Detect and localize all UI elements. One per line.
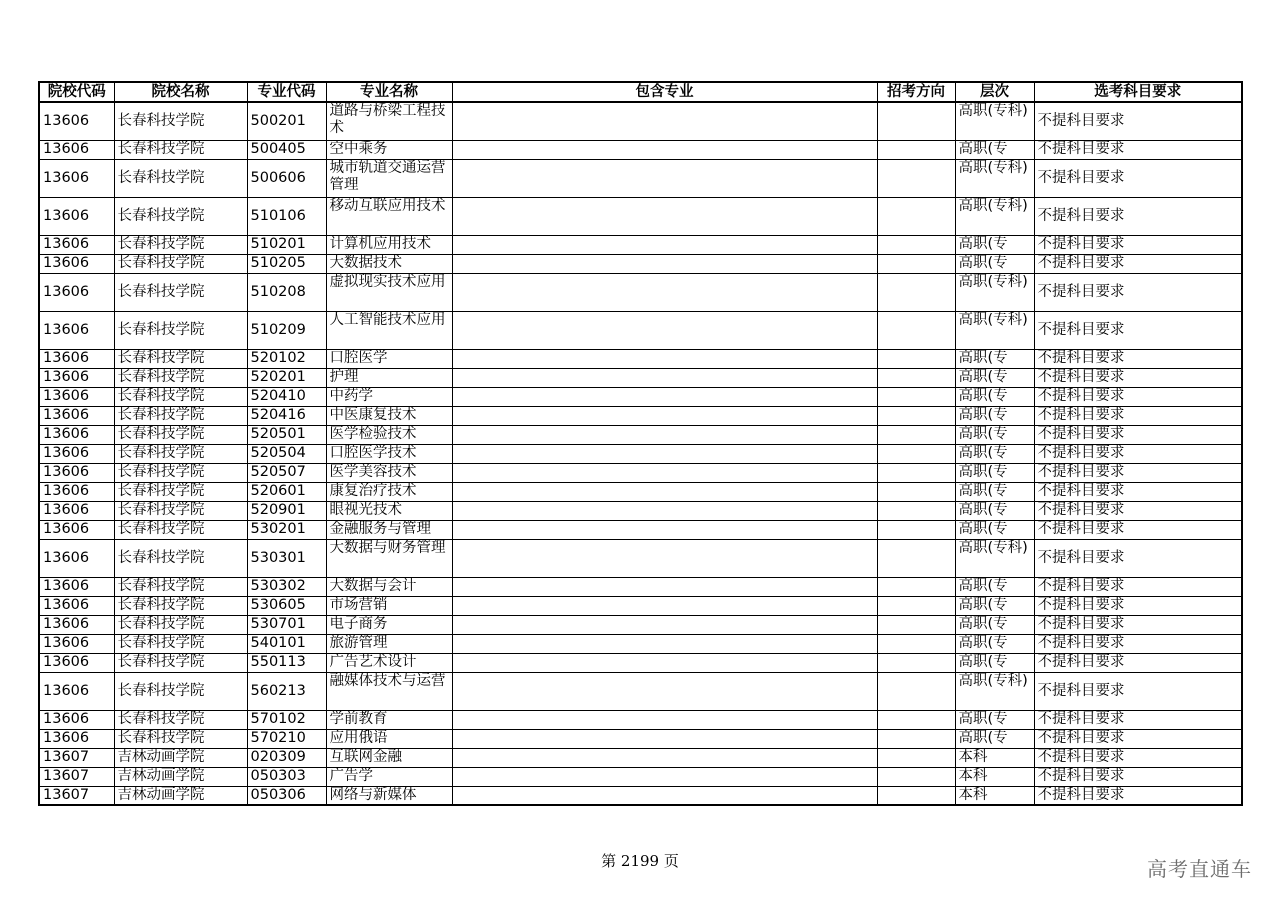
cell-major-name: 广告艺术设计 — [326, 653, 452, 672]
cell-level: 高职(专 — [955, 368, 1034, 387]
cell-school-name: 长春科技学院 — [114, 235, 247, 254]
cell-level: 高职(专 — [955, 615, 1034, 634]
table-row — [39, 102, 1242, 140]
cell-school-code: 13606 — [39, 311, 114, 349]
cell-major-code: 520601 — [247, 482, 326, 501]
cell-major-code: 510106 — [247, 197, 326, 235]
cell-included-majors — [452, 140, 877, 159]
cell-subject-requirement: 不提科目要求 — [1034, 349, 1242, 368]
cell-school-name: 长春科技学院 — [114, 387, 247, 406]
table-row — [39, 235, 1242, 254]
cell-major-name: 空中乘务 — [326, 140, 452, 159]
cell-included-majors — [452, 596, 877, 615]
cell-level: 高职(专 — [955, 254, 1034, 273]
cell-level: 高职(专 — [955, 387, 1034, 406]
table-row — [39, 710, 1242, 729]
cell-direction — [877, 786, 955, 805]
table-row — [39, 197, 1242, 235]
cell-included-majors — [452, 387, 877, 406]
cell-included-majors — [452, 729, 877, 748]
cell-major-code: 510209 — [247, 311, 326, 349]
cell-major-code: 530201 — [247, 520, 326, 539]
cell-included-majors — [452, 349, 877, 368]
cell-subject-requirement: 不提科目要求 — [1034, 596, 1242, 615]
cell-major-name: 大数据技术 — [326, 254, 452, 273]
cell-school-code: 13606 — [39, 520, 114, 539]
cell-school-code: 13606 — [39, 368, 114, 387]
cell-major-code: 050303 — [247, 767, 326, 786]
table-row — [39, 615, 1242, 634]
cell-school-code: 13606 — [39, 710, 114, 729]
cell-level: 高职(专 — [955, 577, 1034, 596]
cell-major-code: 530302 — [247, 577, 326, 596]
cell-school-code: 13606 — [39, 444, 114, 463]
cell-level: 本科 — [955, 767, 1034, 786]
cell-school-code: 13606 — [39, 159, 114, 197]
cell-major-code: 500405 — [247, 140, 326, 159]
cell-level: 高职(专 — [955, 653, 1034, 672]
cell-level: 高职(专科) — [955, 159, 1034, 197]
cell-school-name: 长春科技学院 — [114, 349, 247, 368]
cell-school-name: 长春科技学院 — [114, 615, 247, 634]
cell-level: 高职(专 — [955, 710, 1034, 729]
table-row — [39, 444, 1242, 463]
cell-school-code: 13606 — [39, 577, 114, 596]
cell-subject-requirement: 不提科目要求 — [1034, 577, 1242, 596]
cell-major-code: 520410 — [247, 387, 326, 406]
table-row — [39, 501, 1242, 520]
cell-major-name: 市场营销 — [326, 596, 452, 615]
cell-school-name: 长春科技学院 — [114, 539, 247, 577]
cell-included-majors — [452, 615, 877, 634]
cell-level: 高职(专 — [955, 501, 1034, 520]
cell-direction — [877, 672, 955, 710]
cell-direction — [877, 539, 955, 577]
cell-school-name: 长春科技学院 — [114, 140, 247, 159]
cell-school-code: 13606 — [39, 482, 114, 501]
cell-major-code: 500606 — [247, 159, 326, 197]
cell-major-name: 旅游管理 — [326, 634, 452, 653]
cell-level: 高职(专科) — [955, 102, 1034, 140]
cell-level: 高职(专 — [955, 235, 1034, 254]
cell-included-majors — [452, 311, 877, 349]
cell-school-name: 长春科技学院 — [114, 653, 247, 672]
cell-school-name: 长春科技学院 — [114, 368, 247, 387]
cell-subject-requirement: 不提科目要求 — [1034, 425, 1242, 444]
table-row — [39, 520, 1242, 539]
cell-direction — [877, 634, 955, 653]
cell-school-name: 长春科技学院 — [114, 710, 247, 729]
cell-level: 本科 — [955, 786, 1034, 805]
cell-direction — [877, 102, 955, 140]
cell-direction — [877, 729, 955, 748]
cell-included-majors — [452, 577, 877, 596]
table-row — [39, 786, 1242, 805]
table-row — [39, 349, 1242, 368]
cell-subject-requirement: 不提科目要求 — [1034, 140, 1242, 159]
table-row — [39, 254, 1242, 273]
cell-direction — [877, 254, 955, 273]
cell-included-majors — [452, 463, 877, 482]
cell-school-name: 长春科技学院 — [114, 254, 247, 273]
cell-direction — [877, 767, 955, 786]
cell-school-code: 13606 — [39, 539, 114, 577]
cell-level: 高职(专科) — [955, 311, 1034, 349]
table-body — [39, 102, 1242, 805]
cell-major-name: 移动互联应用技术 — [326, 197, 452, 235]
cell-school-name: 吉林动画学院 — [114, 786, 247, 805]
cell-level: 高职(专 — [955, 140, 1034, 159]
cell-major-name: 医学美容技术 — [326, 463, 452, 482]
cell-subject-requirement: 不提科目要求 — [1034, 387, 1242, 406]
cell-school-name: 长春科技学院 — [114, 197, 247, 235]
cell-subject-requirement: 不提科目要求 — [1034, 786, 1242, 805]
header-school-code: 院校代码 — [39, 82, 114, 102]
cell-direction — [877, 406, 955, 425]
table-row — [39, 577, 1242, 596]
cell-level: 高职(专科) — [955, 539, 1034, 577]
cell-subject-requirement: 不提科目要求 — [1034, 748, 1242, 767]
cell-included-majors — [452, 406, 877, 425]
cell-major-name: 人工智能技术应用 — [326, 311, 452, 349]
cell-school-code: 13606 — [39, 463, 114, 482]
cell-direction — [877, 463, 955, 482]
cell-major-name: 护理 — [326, 368, 452, 387]
cell-major-code: 520504 — [247, 444, 326, 463]
cell-level: 高职(专科) — [955, 273, 1034, 311]
cell-school-code: 13606 — [39, 425, 114, 444]
cell-major-code: 550113 — [247, 653, 326, 672]
cell-direction — [877, 710, 955, 729]
cell-direction — [877, 368, 955, 387]
cell-major-code: 520501 — [247, 425, 326, 444]
cell-school-name: 吉林动画学院 — [114, 767, 247, 786]
cell-direction — [877, 520, 955, 539]
cell-direction — [877, 444, 955, 463]
cell-level: 高职(专 — [955, 444, 1034, 463]
cell-school-code: 13606 — [39, 729, 114, 748]
cell-major-code: 520201 — [247, 368, 326, 387]
cell-included-majors — [452, 444, 877, 463]
cell-school-code: 13607 — [39, 767, 114, 786]
table-row — [39, 653, 1242, 672]
cell-major-name: 眼视光技术 — [326, 501, 452, 520]
cell-subject-requirement: 不提科目要求 — [1034, 444, 1242, 463]
cell-direction — [877, 349, 955, 368]
cell-major-code: 510201 — [247, 235, 326, 254]
cell-direction — [877, 615, 955, 634]
cell-major-code: 530605 — [247, 596, 326, 615]
cell-school-code: 13606 — [39, 197, 114, 235]
cell-school-name: 长春科技学院 — [114, 159, 247, 197]
cell-school-code: 13606 — [39, 387, 114, 406]
cell-major-name: 中医康复技术 — [326, 406, 452, 425]
cell-school-code: 13606 — [39, 406, 114, 425]
cell-subject-requirement: 不提科目要求 — [1034, 482, 1242, 501]
cell-major-code: 520102 — [247, 349, 326, 368]
cell-major-name: 口腔医学 — [326, 349, 452, 368]
cell-school-name: 长春科技学院 — [114, 425, 247, 444]
table-row — [39, 140, 1242, 159]
cell-included-majors — [452, 767, 877, 786]
table-row — [39, 406, 1242, 425]
cell-major-name: 金融服务与管理 — [326, 520, 452, 539]
cell-school-code: 13607 — [39, 786, 114, 805]
table-row — [39, 482, 1242, 501]
cell-school-code: 13606 — [39, 615, 114, 634]
cell-school-name: 长春科技学院 — [114, 672, 247, 710]
cell-included-majors — [452, 102, 877, 140]
cell-major-name: 中药学 — [326, 387, 452, 406]
cell-major-code: 520507 — [247, 463, 326, 482]
cell-subject-requirement: 不提科目要求 — [1034, 672, 1242, 710]
header-major-code: 专业代码 — [247, 82, 326, 102]
cell-level: 高职(专科) — [955, 672, 1034, 710]
cell-school-code: 13606 — [39, 501, 114, 520]
cell-school-code: 13606 — [39, 672, 114, 710]
cell-major-name: 医学检验技术 — [326, 425, 452, 444]
table-row — [39, 539, 1242, 577]
cell-school-code: 13606 — [39, 634, 114, 653]
cell-major-code: 050306 — [247, 786, 326, 805]
table-row — [39, 463, 1242, 482]
cell-level: 高职(专 — [955, 596, 1034, 615]
cell-direction — [877, 596, 955, 615]
cell-school-code: 13606 — [39, 102, 114, 140]
cell-subject-requirement: 不提科目要求 — [1034, 311, 1242, 349]
cell-level: 高职(专 — [955, 520, 1034, 539]
cell-school-name: 长春科技学院 — [114, 273, 247, 311]
cell-included-majors — [452, 653, 877, 672]
cell-direction — [877, 653, 955, 672]
cell-subject-requirement: 不提科目要求 — [1034, 710, 1242, 729]
cell-subject-requirement: 不提科目要求 — [1034, 368, 1242, 387]
cell-direction — [877, 159, 955, 197]
cell-included-majors — [452, 786, 877, 805]
cell-school-code: 13606 — [39, 653, 114, 672]
cell-major-code: 540101 — [247, 634, 326, 653]
cell-school-code: 13606 — [39, 273, 114, 311]
cell-major-name: 广告学 — [326, 767, 452, 786]
cell-included-majors — [452, 672, 877, 710]
cell-included-majors — [452, 710, 877, 729]
table-row — [39, 767, 1242, 786]
table-row — [39, 748, 1242, 767]
cell-school-name: 长春科技学院 — [114, 406, 247, 425]
cell-major-code: 020309 — [247, 748, 326, 767]
cell-major-code: 520901 — [247, 501, 326, 520]
cell-included-majors — [452, 634, 877, 653]
table-row — [39, 387, 1242, 406]
table-row — [39, 368, 1242, 387]
cell-major-name: 城市轨道交通运营管理 — [326, 159, 452, 197]
cell-included-majors — [452, 254, 877, 273]
cell-direction — [877, 577, 955, 596]
cell-major-name: 康复治疗技术 — [326, 482, 452, 501]
cell-subject-requirement: 不提科目要求 — [1034, 634, 1242, 653]
cell-major-code: 530701 — [247, 615, 326, 634]
watermark-logo: 高考直通车 — [1147, 857, 1252, 881]
cell-major-name: 大数据与财务管理 — [326, 539, 452, 577]
cell-school-name: 长春科技学院 — [114, 444, 247, 463]
cell-included-majors — [452, 520, 877, 539]
table-row — [39, 311, 1242, 349]
cell-subject-requirement: 不提科目要求 — [1034, 406, 1242, 425]
cell-school-name: 长春科技学院 — [114, 520, 247, 539]
header-subject-requirement: 选考科目要求 — [1034, 82, 1242, 102]
table-row — [39, 596, 1242, 615]
table-row — [39, 634, 1242, 653]
cell-major-name: 虚拟现实技术应用 — [326, 273, 452, 311]
cell-major-code: 520416 — [247, 406, 326, 425]
cell-subject-requirement: 不提科目要求 — [1034, 254, 1242, 273]
cell-school-name: 吉林动画学院 — [114, 748, 247, 767]
cell-level: 本科 — [955, 748, 1034, 767]
cell-school-code: 13606 — [39, 140, 114, 159]
cell-school-name: 长春科技学院 — [114, 311, 247, 349]
cell-included-majors — [452, 273, 877, 311]
cell-major-name: 计算机应用技术 — [326, 235, 452, 254]
cell-subject-requirement: 不提科目要求 — [1034, 102, 1242, 140]
cell-major-name: 网络与新媒体 — [326, 786, 452, 805]
cell-subject-requirement: 不提科目要求 — [1034, 501, 1242, 520]
cell-subject-requirement: 不提科目要求 — [1034, 767, 1242, 786]
table-row — [39, 425, 1242, 444]
cell-included-majors — [452, 482, 877, 501]
cell-major-code: 510205 — [247, 254, 326, 273]
cell-direction — [877, 273, 955, 311]
cell-subject-requirement: 不提科目要求 — [1034, 539, 1242, 577]
cell-included-majors — [452, 159, 877, 197]
cell-subject-requirement: 不提科目要求 — [1034, 273, 1242, 311]
cell-level: 高职(专 — [955, 634, 1034, 653]
cell-included-majors — [452, 501, 877, 520]
cell-school-name: 长春科技学院 — [114, 634, 247, 653]
cell-included-majors — [452, 235, 877, 254]
cell-school-name: 长春科技学院 — [114, 596, 247, 615]
cell-direction — [877, 482, 955, 501]
cell-major-code: 570102 — [247, 710, 326, 729]
cell-included-majors — [452, 368, 877, 387]
cell-school-name: 长春科技学院 — [114, 463, 247, 482]
cell-subject-requirement: 不提科目要求 — [1034, 729, 1242, 748]
cell-subject-requirement: 不提科目要求 — [1034, 159, 1242, 197]
table-row — [39, 672, 1242, 710]
header-school-name: 院校名称 — [114, 82, 247, 102]
cell-included-majors — [452, 197, 877, 235]
cell-subject-requirement: 不提科目要求 — [1034, 520, 1242, 539]
cell-major-name: 大数据与会计 — [326, 577, 452, 596]
cell-major-code: 570210 — [247, 729, 326, 748]
cell-school-name: 长春科技学院 — [114, 501, 247, 520]
table-row — [39, 729, 1242, 748]
cell-included-majors — [452, 425, 877, 444]
cell-major-name: 口腔医学技术 — [326, 444, 452, 463]
cell-major-name: 应用俄语 — [326, 729, 452, 748]
cell-level: 高职(专 — [955, 349, 1034, 368]
cell-subject-requirement: 不提科目要求 — [1034, 615, 1242, 634]
cell-major-name: 互联网金融 — [326, 748, 452, 767]
cell-school-name: 长春科技学院 — [114, 102, 247, 140]
cell-direction — [877, 501, 955, 520]
cell-school-code: 13606 — [39, 235, 114, 254]
cell-school-code: 13607 — [39, 748, 114, 767]
cell-direction — [877, 311, 955, 349]
cell-major-name: 学前教育 — [326, 710, 452, 729]
cell-direction — [877, 235, 955, 254]
cell-direction — [877, 748, 955, 767]
cell-school-name: 长春科技学院 — [114, 729, 247, 748]
cell-level: 高职(专 — [955, 425, 1034, 444]
cell-direction — [877, 140, 955, 159]
cell-major-name: 道路与桥梁工程技术 — [326, 102, 452, 140]
cell-major-code: 510208 — [247, 273, 326, 311]
cell-direction — [877, 425, 955, 444]
cell-major-code: 530301 — [247, 539, 326, 577]
cell-included-majors — [452, 539, 877, 577]
cell-major-name: 电子商务 — [326, 615, 452, 634]
cell-school-name: 长春科技学院 — [114, 482, 247, 501]
cell-major-code: 560213 — [247, 672, 326, 710]
cell-subject-requirement: 不提科目要求 — [1034, 653, 1242, 672]
cell-school-code: 13606 — [39, 596, 114, 615]
header-included-majors: 包含专业 — [452, 82, 877, 102]
cell-major-code: 500201 — [247, 102, 326, 140]
cell-subject-requirement: 不提科目要求 — [1034, 463, 1242, 482]
cell-direction — [877, 197, 955, 235]
cell-level: 高职(专 — [955, 729, 1034, 748]
cell-school-name: 长春科技学院 — [114, 577, 247, 596]
cell-level: 高职(专 — [955, 406, 1034, 425]
admission-table — [38, 81, 1243, 806]
cell-included-majors — [452, 748, 877, 767]
table-row — [39, 273, 1242, 311]
cell-subject-requirement: 不提科目要求 — [1034, 235, 1242, 254]
cell-major-name: 融媒体技术与运营 — [326, 672, 452, 710]
header-row — [39, 82, 1242, 102]
cell-school-code: 13606 — [39, 349, 114, 368]
cell-level: 高职(专科) — [955, 197, 1034, 235]
header-major-name: 专业名称 — [326, 82, 452, 102]
cell-level: 高职(专 — [955, 463, 1034, 482]
cell-direction — [877, 387, 955, 406]
header-direction: 招考方向 — [877, 82, 955, 102]
cell-level: 高职(专 — [955, 482, 1034, 501]
cell-subject-requirement: 不提科目要求 — [1034, 197, 1242, 235]
table-row — [39, 159, 1242, 197]
header-level: 层次 — [955, 82, 1034, 102]
cell-school-code: 13606 — [39, 254, 114, 273]
page-number: 第 2199 页 — [601, 852, 679, 870]
